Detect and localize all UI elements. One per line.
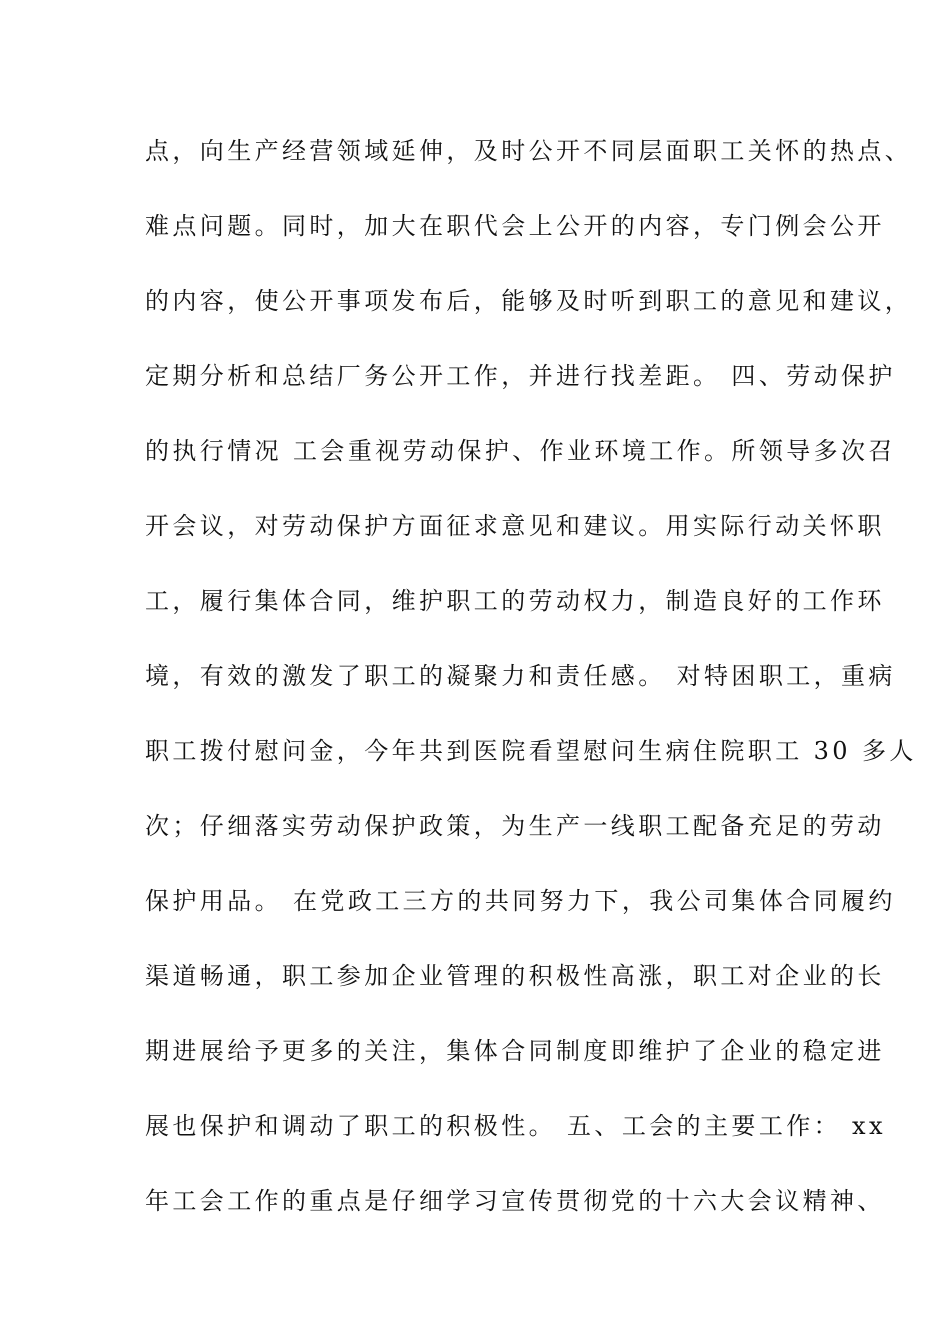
text-line: 职工拨付慰问金，今年共到医院看望慰问生病住院职工 30 多人: [145, 737, 917, 765]
text-line: 开会议，对劳动保护方面征求意见和建议。用实际行动关怀职: [145, 512, 885, 540]
text-line: 点，向生产经营领域延伸，及时公开不同层面职工关怀的热点、: [145, 137, 913, 165]
text-line: 渠道畅通，职工参加企业管理的积极性高涨，职工对企业的长: [145, 962, 885, 990]
text-line: 的执行情况 工会重视劳动保护、作业环境工作。所领导多次召: [145, 437, 896, 465]
text-line: 保护用品。 在党政工三方的共同努力下，我公司集体合同履约: [145, 887, 896, 915]
text-line: 难点问题。同时，加大在职代会上公开的内容，专门例会公开: [145, 212, 885, 240]
text-line: 工，履行集体合同，维护职工的劳动权力，制造良好的工作环: [145, 587, 885, 615]
text-line: 展也保护和调动了职工的积极性。 五、工会的主要工作： xx: [145, 1112, 886, 1140]
text-line: 年工会工作的重点是仔细学习宣传贯彻党的十六大会议精神、: [145, 1187, 885, 1215]
text-line: 定期分析和总结厂务公开工作，并进行找差距。 四、劳动保护: [145, 362, 896, 390]
text-line: 的内容，使公开事项发布后，能够及时听到职工的意见和建议，: [145, 287, 913, 315]
text-line: 期进展给予更多的关注，集体合同制度即维护了企业的稳定进: [145, 1037, 885, 1065]
text-line: 次；仔细落实劳动保护政策，为生产一线职工配备充足的劳动: [145, 812, 885, 840]
text-line: 境，有效的激发了职工的凝聚力和责任感。 对特困职工，重病: [145, 662, 896, 690]
